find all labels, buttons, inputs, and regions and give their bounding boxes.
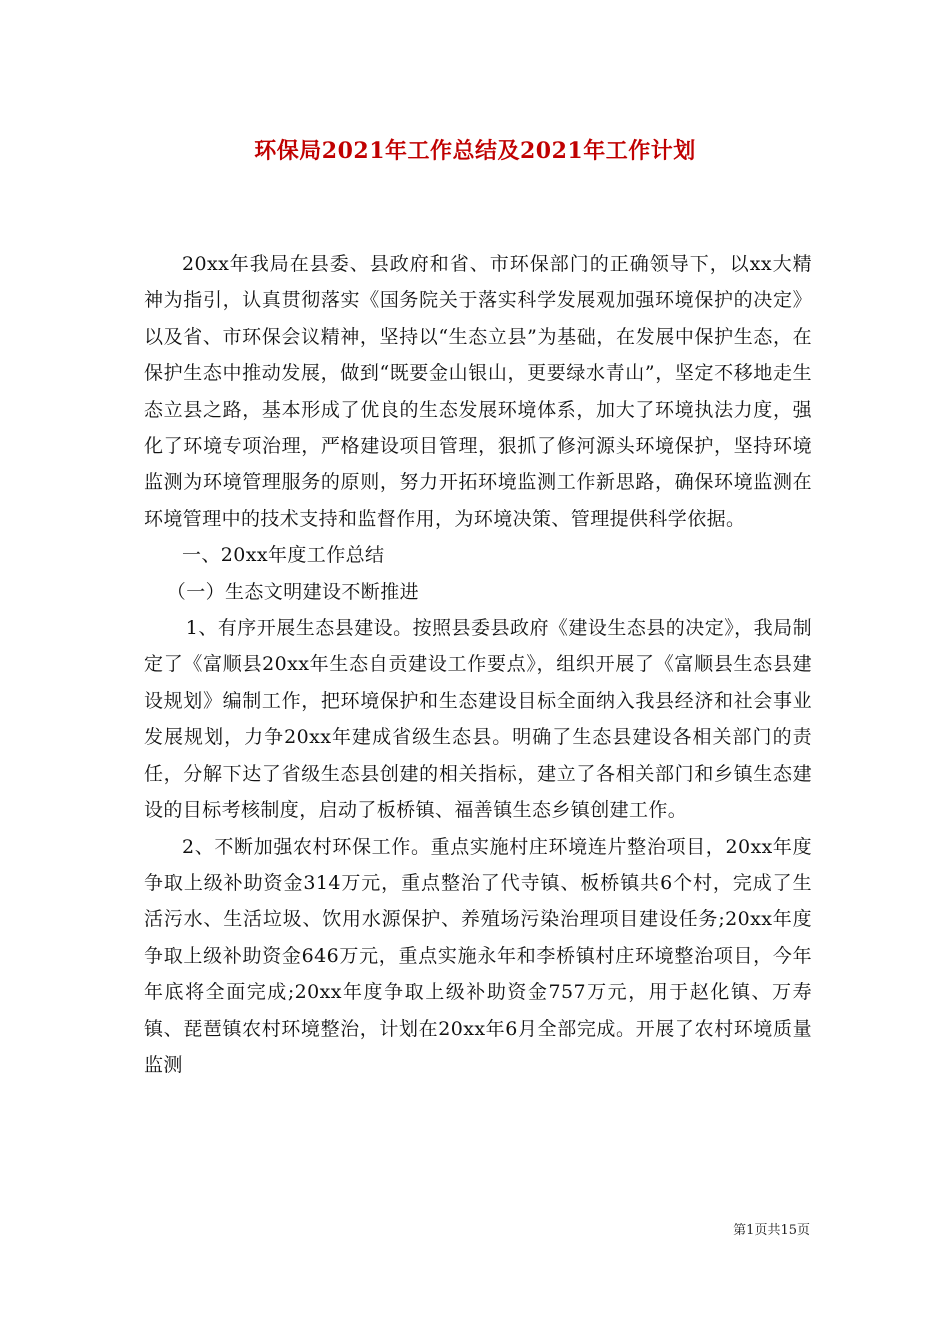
document-body: [144, 246, 812, 1083]
intro-paragraph: 20xx年我局在县委、县政府和省、市环保部门的正确领导下，以xx大精神为指引，认真贯彻落实《国务院关于落实科学发展观加强环境保护的决定》以及省、市环保会议精神，坚持以“生态立县”为基础，在发展中保护生态，在保护生态中推动发展，做到“既要金山银山，更要绿水青山”，坚定不移地走生态立县之路，基本形成了优良的生态发展环境体系，加大了环境执法力度，强化了环境专项治理，严格建设项目管理，狠抓了修河源头环境保护，坚持环境监测为环境管理服务的原则，努力开拓环境监测工作新思路，确保环境监测在环境管理中的技术支持和监督作用，为环境决策、管理提供科学依据。: [144, 253, 812, 530]
item-paragraph-2: 2、不断加强农村环保工作。重点实施村庄环境连片整治项目，20xx年度争取上级补助资金314万元，重点整治了代寺镇、板桥镇共6个村，完成了生活污水、生活垃圾、饮用水源保护、养殖场污染治理项目建设任务;20xx年度争取上级补助资金646万元，重点实施永年和李桥镇村庄环境整治项目，今年年底将全面完成;20xx年度争取上级补助资金757万元，用于赵化镇、万寿镇、琵琶镇农村环境整治，计划在20xx年6月全部完成。开展了农村环境质量监测: [144, 835, 812, 1076]
subsection-heading: （一）生态文明建设不断推进: [166, 580, 419, 603]
item-paragraph-1: 1、有序开展生态县建设。按照县委县政府《建设生态县的决定》，我局制定了《富顺县20xx年生态自贡建设工作要点》，组织开展了《富顺县生态县建设规划》编制工作，把环境保护和生态建设目标全面纳入我县经济和社会事业发展规划，力争20xx年建成省级生态县。明确了生态县建设各相关部门的责任，分解下达了省级生态县创建的相关指标，建立了各相关部门和乡镇生态建设的目标考核制度，启动了板桥镇、福善镇生态乡镇创建工作。: [144, 617, 812, 822]
section-heading: 一、20xx年度工作总结: [182, 544, 385, 567]
page-number: 第1页共15页: [733, 1223, 810, 1238]
document-title: 环保局2021年工作总结及2021年工作计划: [254, 138, 696, 164]
